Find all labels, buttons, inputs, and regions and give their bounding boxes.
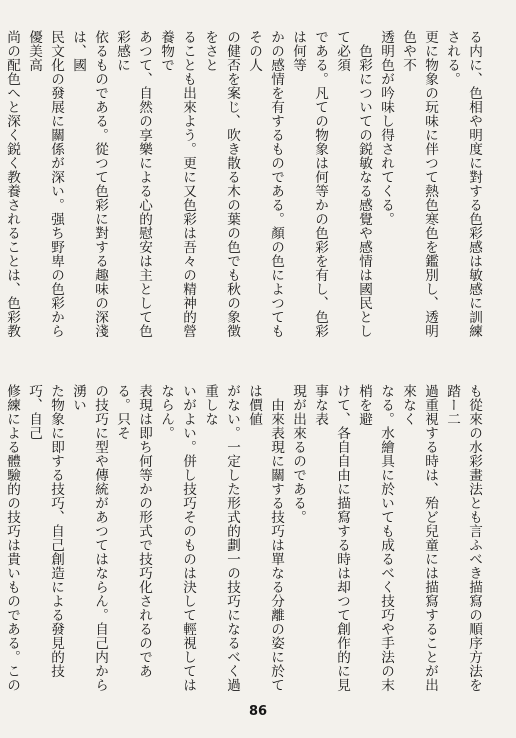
- upper-text-block: る内に、色相や明度に對する色彩感は敏感に訓練される。 更に物象の玩味に伴つて熱色寒色を鑑別し、透明色や不 透明色が吟味し得されてくる。 色彩についての鋭敏なる感覺や感情は國民として必須 である。凡ての物象は何等かの色彩を有し、色彩は何等 かの感情を有するものである。顏の色によつてもその人 の健否を案じ、吹き散る木の葉の色でも秋の象徴をさと ることも出來よう。更に又色彩は吾々の精神的營養物で あつて、自然の享樂による心的慰安は主として色彩感に 依るものである。從つて色彩に對する趣味の深淺は、國 民文化の發展に關係が深い。强ち野卑の色彩から優美高 尚の配色へと深く鋭く教養されることは、色彩教: [4, 30, 482, 338]
- page-number: 86: [248, 704, 268, 719]
- lower-text-block: も從來の水彩畫法とも言ふべき描寫の順序方法を踏ー二 過重視する時は、殆ど兒童には描寫することが出來なく なる。水繪具に於いても成るべく技巧や手法の末梢を避 けて、各自自由に描寫する時は却つて創作的に見事な表 現が出來るのである。 由來表現に關する技巧は單なる分離の姿に於ては價値 がない。一定した形式的劃一の技巧になるべく過重しな いがよい。併し技巧そのものは決して輕視してはならん。 表現は即ち何等かの形式で技巧化されるのである。只そ の技巧に型や傳統があつてはならん。自己内から湧い た物象に即する技巧、自己創造による發見的技巧、自己 修練による體驗的の技巧は貴いものである。この: [4, 384, 482, 692]
